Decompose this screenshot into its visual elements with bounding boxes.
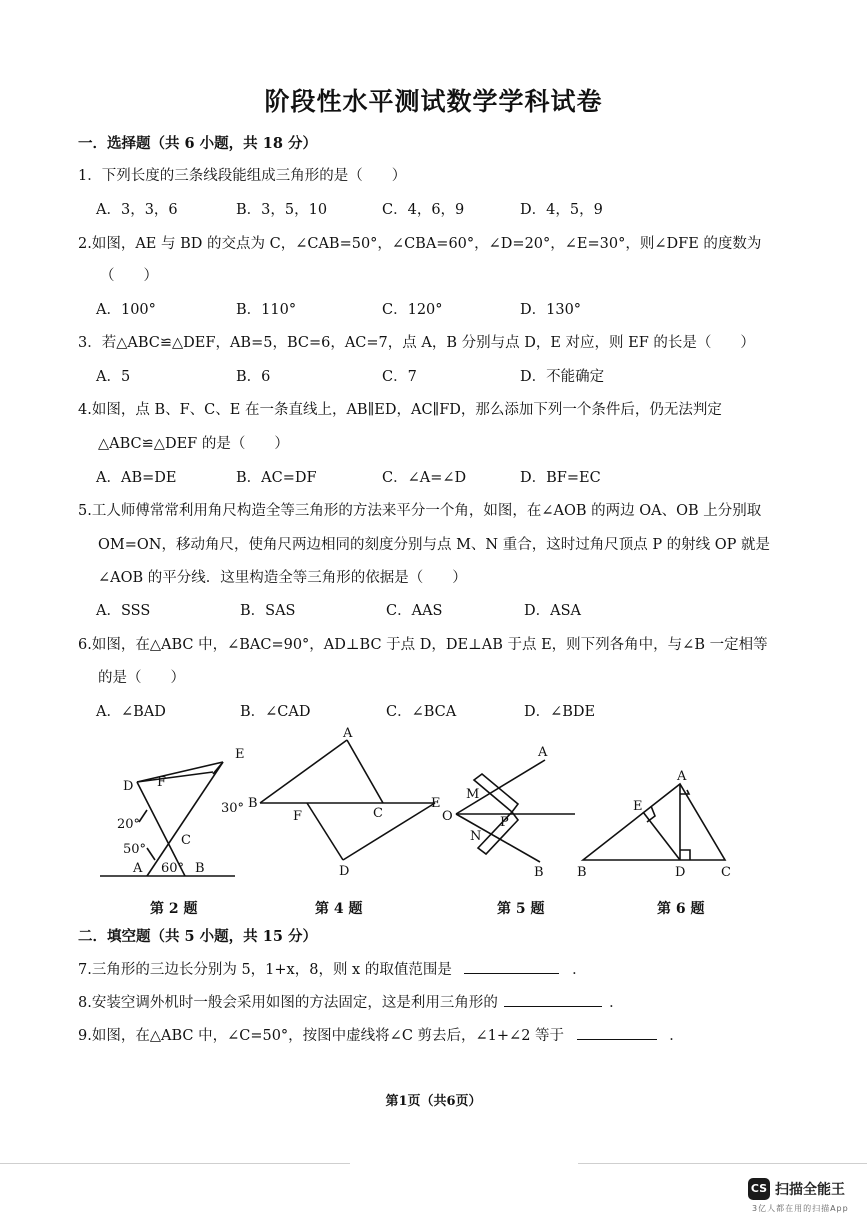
fig4-label-c: C [373, 806, 383, 821]
q3-option-b: B．6 [236, 369, 271, 385]
figure-q6 [575, 770, 740, 885]
q4-option-b: B．AC=DF [236, 470, 317, 486]
q9-answer-blank[interactable] [577, 1025, 657, 1040]
figure-q5 [440, 740, 580, 885]
fig5-label-n: N [470, 829, 482, 844]
q2-stem-cont: （ ） [100, 268, 158, 284]
fig2-arrow-20 [139, 810, 147, 822]
q5-stem-cont2: ∠AOB 的平分线．这里构造全等三角形的依据是（ ） [98, 570, 467, 586]
q7-text-end: ． [572, 962, 587, 978]
fig2-label-f: F [157, 775, 167, 790]
fig4-label-e: E [431, 796, 441, 811]
q8-answer-blank[interactable] [504, 992, 602, 1007]
q2-option-b: B．110° [236, 302, 297, 318]
scanner-tagline: 3亿人都在用的扫描App [752, 1204, 849, 1213]
fig5-square-arm-lower [478, 812, 518, 854]
q5-option-c: C．AAS [386, 603, 443, 619]
fig2-label-c: C [181, 833, 191, 848]
fig6-label-c: C [721, 865, 731, 880]
q3-stem: 3．若△ABC≌△DEF，AB=5，BC=6，AC=7，点 A，B 分别与点 D，E 对应，则 EF 的长是（ ） [78, 335, 755, 351]
fig5-label-m: M [466, 787, 480, 802]
q4-stem-cont: △ABC≌△DEF 的是（ ） [98, 436, 289, 452]
fig4-label-f: F [293, 809, 303, 824]
q1-stem: 1．下列长度的三条线段能组成三角形的是（ ） [78, 168, 407, 184]
q3-option-a: A．5 [96, 369, 131, 385]
caption-fig2: 第 2 题 [150, 901, 198, 917]
fig2-label-d: D [123, 779, 134, 794]
fig2-label-e: E [235, 747, 245, 762]
fig4-line-ed [343, 803, 435, 860]
figure-q2 [95, 740, 245, 885]
fig6-right-angle-d [680, 850, 690, 860]
fig6-triangle-abc [583, 784, 725, 860]
q9-text-end: ． [669, 1028, 684, 1044]
page-footer: 第1页（共6页） [385, 1094, 482, 1109]
q5-stem-cont: OM=ON，移动角尺，使角尺两边相同的刻度分别与点 M、N 重合，这时过角尺顶点 P 的射线 OP 就是 [98, 537, 771, 553]
section2-heading: 二．填空题（共 5 小题，共 15 分） [78, 928, 317, 945]
q7-answer-blank[interactable] [464, 959, 559, 974]
q7-line [78, 958, 587, 979]
fig2-angle-50: 50° [123, 842, 147, 857]
q8-line [78, 991, 624, 1012]
page-title: 阶段性水平测试数学学科试卷 [264, 87, 603, 116]
section1-heading: 一．选择题（共 6 小题，共 18 分） [78, 135, 317, 152]
q5-stem: 5.工人师傅常常利用角尺构造全等三角形的方法来平分一个角，如图，在∠AOB 的两边 OA、OB 上分别取 [78, 503, 762, 519]
fig2-angle-20: 20° [117, 817, 141, 832]
fig5-label-o: O [442, 809, 453, 824]
q5-option-d: D．ASA [524, 603, 582, 619]
q4-stem: 4.如图，点 B、F、C、E 在一条直线上，AB∥ED，AC∥FD，那么添加下列一个条件后，仍无法判定 [78, 402, 722, 418]
q8-text: 8.安装空调外机时一般会采用如图的方法固定，这是利用三角形的 [78, 995, 498, 1011]
q2-stem: 2.如图，AE 与 BD 的交点为 C，∠CAB=50°，∠CBA=60°，∠D=20°，∠E=30°，则∠DFE 的度数为 [78, 236, 762, 252]
fig6-label-a: A [677, 769, 687, 784]
fig6-label-e: E [633, 799, 643, 814]
fig5-label-p: P [500, 815, 509, 830]
q4-option-d: D．BF=EC [520, 470, 601, 486]
scan-divider-left [0, 1163, 350, 1164]
q4-option-c: C．∠A=∠D [382, 470, 467, 486]
fig2-angle-30: 30° [221, 801, 245, 816]
q6-stem: 6.如图，在△ABC 中，∠BAC=90°，AD⊥BC 于点 D，DE⊥AB 于点 E，则下列各角中，与∠B 一定相等 [78, 637, 768, 653]
q2-option-d: D．130° [520, 302, 582, 318]
fig2-label-a: A [133, 861, 143, 876]
q2-option-c: C．120° [382, 302, 443, 318]
fig2-label-b: B [195, 861, 205, 876]
scanner-app-name: 扫描全能王 [775, 1182, 845, 1198]
fig6-label-b: B [577, 865, 587, 880]
fig6-label-d: D [675, 865, 686, 880]
fig5-label-b: B [534, 865, 544, 880]
fig2-angle-60: 60° [161, 861, 185, 876]
q6-stem-cont: 的是（ ） [98, 670, 185, 686]
q7-text: 7.三角形的三边长分别为 5，1+x，8，则 x 的取值范围是 [78, 962, 452, 978]
fig2-arrow-50 [147, 848, 155, 860]
fig4-label-b: B [248, 796, 258, 811]
q5-option-b: B．SAS [240, 603, 296, 619]
q4-option-a: A．AB=DE [96, 470, 177, 486]
scanner-logo-icon: CS [748, 1178, 770, 1200]
q6-option-a: A．∠BAD [96, 704, 166, 720]
caption-fig6: 第 6 题 [657, 901, 705, 917]
figure-q4 [245, 725, 450, 880]
q8-text-end: ． [609, 995, 624, 1011]
q5-option-a: A．SSS [96, 603, 151, 619]
q1-option-a: A．3，3，6 [96, 202, 178, 218]
caption-fig4: 第 4 题 [315, 901, 363, 917]
fig4-line-ab [260, 740, 347, 803]
q1-option-d: D．4，5，9 [520, 202, 603, 218]
q6-option-b: B．∠CAD [240, 704, 311, 720]
q3-option-c: C．7 [382, 369, 417, 385]
q1-option-c: C．4，6，9 [382, 202, 465, 218]
fig4-label-a: A [343, 726, 353, 741]
q9-line [78, 1024, 684, 1045]
q9-text: 9.如图，在△ABC 中，∠C=50°，按图中虚线将∠C 剪去后，∠1+∠2 等于 [78, 1028, 565, 1044]
q3-option-d: D．不能确定 [520, 369, 605, 385]
q6-option-d: D．∠BDE [524, 704, 596, 720]
q6-option-c: C．∠BCA [386, 704, 457, 720]
fig4-line-ac [347, 740, 383, 803]
fig4-line-fd [307, 803, 343, 860]
q2-option-a: A．100° [96, 302, 156, 318]
caption-fig5: 第 5 题 [497, 901, 545, 917]
q1-option-b: B．3，5，10 [236, 202, 328, 218]
fig4-label-d: D [339, 864, 350, 879]
scan-divider-right [578, 1163, 867, 1164]
fig5-ray-ob [456, 814, 540, 862]
fig5-label-a: A [538, 745, 548, 760]
fig6-line-de [643, 812, 680, 860]
